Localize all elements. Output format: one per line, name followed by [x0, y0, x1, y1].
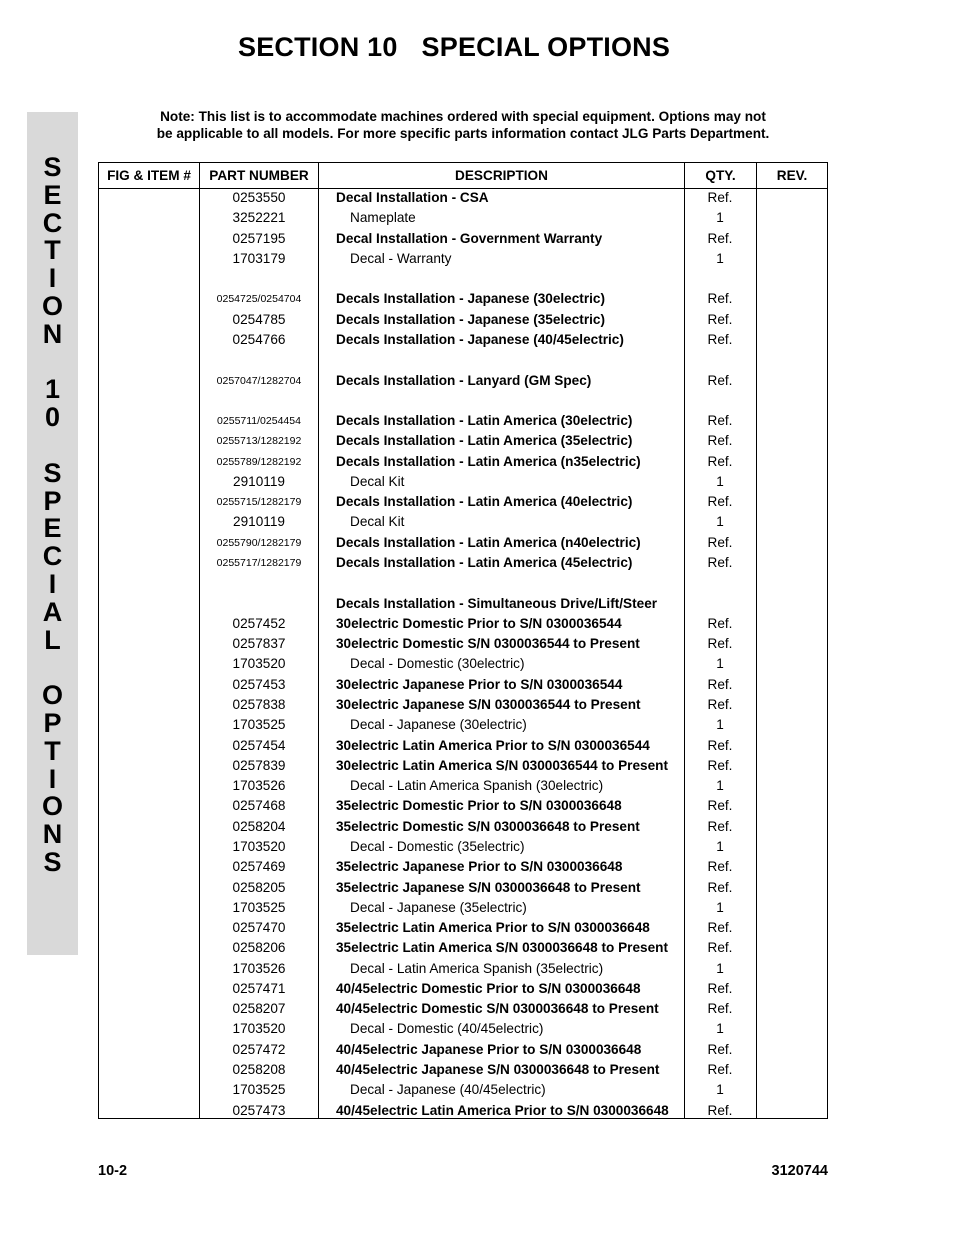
description-cell: 30electric Latin America S/N 0300036544 to Present: [336, 757, 668, 773]
table-row: [99, 330, 827, 350]
description-cell: Decal Kit: [350, 514, 405, 530]
qty-cell: Ref.: [707, 372, 733, 388]
qty-cell: Ref.: [707, 757, 733, 773]
table-row: [99, 1060, 827, 1080]
qty-cell: Ref.: [707, 494, 733, 510]
qty-cell: Ref.: [707, 291, 733, 307]
qty-cell: Ref.: [707, 311, 733, 327]
part-number-cell: 0254725/0254704: [216, 293, 302, 306]
sidebar-letter: I: [48, 263, 57, 294]
qty-cell: 1: [716, 1021, 724, 1037]
sidebar-letter: I: [48, 568, 57, 599]
description-cell: 30electric Latin America Prior to S/N 0300036544: [336, 737, 650, 753]
sidebar-letter: L: [44, 624, 61, 655]
qty-cell: 1: [716, 899, 724, 915]
table-row: [99, 492, 827, 512]
part-number-cell: 1703525: [232, 1082, 286, 1098]
table-row: [99, 776, 827, 796]
qty-cell: Ref.: [707, 676, 733, 692]
part-number-cell: 1703520: [232, 838, 286, 854]
qty-cell: 1: [716, 473, 724, 489]
sidebar-letter: T: [44, 735, 61, 766]
description-cell: Decals Installation - Japanese (30electric): [336, 291, 605, 307]
sidebar-letter: S: [43, 846, 62, 877]
section-name: SPECIAL OPTIONS: [421, 32, 671, 62]
description-cell: 35electric Latin America S/N 0300036648 to Present: [336, 940, 668, 956]
part-number-cell: 0257838: [232, 697, 286, 712]
part-number-cell: 0257195: [232, 230, 286, 246]
sidebar-letter: T: [44, 235, 61, 266]
page-number: 10-2: [98, 1163, 128, 1179]
description-cell: Nameplate: [350, 210, 416, 226]
description-cell: Decals Installation - Japanese (35electric): [336, 311, 605, 327]
sidebar-letter: S: [43, 457, 62, 488]
qty-cell: Ref.: [707, 1062, 733, 1078]
qty-cell: Ref.: [707, 1102, 733, 1118]
part-number-cell: 0257454: [232, 737, 286, 753]
part-number-cell: 0257453: [232, 676, 286, 692]
description-cell: Decal - Warranty: [350, 250, 452, 266]
table-row: [99, 614, 827, 634]
table-row: [99, 553, 827, 573]
part-number-cell: 0257452: [232, 615, 286, 631]
sidebar-letter: E: [43, 513, 62, 544]
description-cell: 30electric Domestic Prior to S/N 0300036544: [336, 615, 622, 631]
section-sidebar-tab: [27, 112, 78, 955]
description-cell: 35electric Domestic Prior to S/N 0300036648: [336, 798, 622, 814]
table-row: [99, 979, 827, 999]
part-number-cell: 0257468: [232, 798, 286, 814]
table-row: [99, 756, 827, 776]
description-cell: Decal Installation - Government Warranty: [336, 230, 603, 246]
description-cell: Decals Installation - Latin America (40electric): [336, 494, 633, 510]
header-rev: REV.: [776, 168, 808, 183]
description-cell: Decal - Domestic (30electric): [350, 656, 525, 672]
table-row: [99, 208, 827, 228]
part-number-cell: 0255713/1282192: [216, 435, 302, 448]
table-row: [99, 452, 827, 472]
table-row: [99, 918, 827, 938]
table-row: [99, 472, 827, 492]
table-row: [99, 898, 827, 918]
qty-cell: Ref.: [707, 636, 733, 652]
description-cell: Decals Installation - Latin America (n40electric): [336, 534, 641, 550]
qty-cell: Ref.: [707, 331, 733, 347]
part-number-cell: 0257472: [232, 1041, 286, 1057]
qty-cell: 1: [716, 210, 724, 226]
description-cell: 30electric Japanese Prior to S/N 0300036544: [336, 676, 623, 692]
table-row: [99, 1101, 827, 1121]
description-cell: Decal - Domestic (40/45electric): [350, 1021, 544, 1037]
sidebar-letter: N: [42, 819, 63, 850]
qty-cell: Ref.: [707, 737, 733, 753]
part-number-cell: 0257839: [232, 757, 286, 773]
sidebar-letter: S: [43, 152, 62, 182]
sidebar-letter: O: [41, 791, 63, 822]
part-number-cell: 0257837: [232, 636, 286, 652]
part-number-cell: 0257047/1282704: [216, 374, 302, 387]
part-number-cell: 0258206: [232, 940, 286, 956]
description-cell: 40/45electric Domestic S/N 0300036648 to Present: [336, 1001, 659, 1017]
description-cell: 30electric Domestic S/N 0300036544 to Present: [336, 636, 640, 652]
qty-cell: 1: [716, 717, 724, 733]
description-cell: Decals Installation - Simultaneous Drive/Lift/Steer: [336, 595, 658, 611]
table-row: [99, 512, 827, 532]
description-cell: Decals Installation - Latin America (30electric): [336, 413, 633, 429]
sidebar-letter: O: [41, 290, 63, 321]
part-number-cell: 3252221: [232, 210, 286, 226]
qty-cell: Ref.: [707, 798, 733, 814]
table-row: [99, 1080, 827, 1100]
sidebar-letter: P: [43, 485, 62, 516]
description-cell: Decals Installation - Japanese (40/45electric): [336, 331, 624, 347]
part-number-cell: 0257471: [232, 980, 286, 996]
sidebar-letter: C: [42, 541, 63, 572]
note-line-1: Note: This list is to accommodate machines ordered with special equipment. Options may not: [160, 109, 766, 124]
part-number-cell: 0255717/1282179: [216, 557, 302, 570]
part-number-cell: 2910119: [233, 473, 285, 489]
part-number-cell: 0255715/1282179: [216, 496, 302, 509]
sidebar-letter: I: [48, 763, 57, 794]
part-number-cell: 1703179: [232, 250, 286, 266]
table-row: [99, 289, 827, 309]
table-row: [99, 533, 827, 553]
part-number-cell: 2910119: [233, 514, 285, 530]
special-equipment-note: [98, 108, 828, 142]
qty-cell: Ref.: [707, 190, 733, 205]
table-row: [99, 736, 827, 756]
part-number-cell: 0255711/0254454: [217, 415, 301, 428]
part-number-cell: 0258207: [232, 1001, 286, 1017]
description-cell: Decals Installation - Latin America (35electric): [336, 433, 633, 449]
description-cell: 40/45electric Japanese S/N 0300036648 to Present: [336, 1062, 660, 1078]
sidebar-letter: O: [41, 680, 63, 711]
part-number-cell: 0257473: [232, 1102, 286, 1118]
description-cell: Decals Installation - Lanyard (GM Spec): [336, 372, 592, 388]
part-number-cell: 0253550: [232, 190, 286, 205]
qty-cell: 1: [716, 838, 724, 854]
header-fig-item: FIG & ITEM #: [107, 168, 191, 183]
description-cell: 30electric Japanese S/N 0300036544 to Present: [336, 697, 641, 712]
table-row: [99, 411, 827, 431]
table-row: [99, 959, 827, 979]
table-row: [99, 695, 827, 715]
description-cell: Decal - Domestic (35electric): [350, 838, 525, 854]
sidebar-letter: E: [43, 179, 62, 210]
qty-cell: Ref.: [707, 818, 733, 834]
description-cell: 40/45electric Latin America Prior to S/N 0300036648: [336, 1102, 669, 1118]
page-title: [238, 32, 670, 63]
table-row: [99, 857, 827, 877]
qty-cell: Ref.: [707, 697, 733, 712]
table-row: [99, 837, 827, 857]
qty-cell: Ref.: [707, 920, 733, 936]
table-row: [99, 431, 827, 451]
table-row: [99, 269, 827, 289]
part-number-cell: 0254766: [232, 331, 286, 347]
description-cell: Decal - Japanese (35electric): [350, 899, 527, 915]
description-cell: Decals Installation - Latin America (n35electric): [336, 453, 641, 469]
part-number-cell: 1703520: [232, 656, 286, 672]
description-cell: 35electric Latin America Prior to S/N 0300036648: [336, 920, 650, 936]
part-number-cell: 0258204: [232, 818, 286, 834]
sidebar-letter: A: [42, 596, 63, 627]
table-row: [99, 249, 827, 269]
part-number-cell: 1703526: [232, 778, 286, 794]
part-number-cell: 0255790/1282179: [216, 536, 302, 549]
table-row: [99, 654, 827, 674]
table-row: [99, 229, 827, 249]
table-row: [99, 310, 827, 330]
qty-cell: Ref.: [707, 230, 733, 246]
part-number-cell: 0258208: [232, 1062, 286, 1078]
qty-cell: Ref.: [707, 879, 733, 895]
description-cell: Decal - Latin America Spanish (35electric): [350, 960, 604, 976]
qty-cell: 1: [716, 1082, 724, 1098]
part-number-cell: 0254785: [232, 311, 286, 327]
qty-cell: Ref.: [707, 940, 733, 956]
qty-cell: 1: [716, 514, 724, 530]
header-qty: QTY.: [705, 168, 736, 183]
sidebar-letter: [27, 432, 78, 460]
description-cell: 35electric Japanese S/N 0300036648 to Present: [336, 879, 641, 895]
table-row: [99, 715, 827, 735]
part-number-cell: 0257469: [232, 859, 286, 875]
table-row: [99, 594, 827, 614]
part-number-cell: 0258205: [232, 879, 286, 895]
table-row: [99, 188, 827, 208]
table-row: [99, 634, 827, 654]
table-row: [99, 999, 827, 1019]
parts-table: [98, 162, 828, 1119]
table-row: [99, 938, 827, 958]
qty-cell: Ref.: [707, 534, 733, 550]
description-cell: 40/45electric Domestic Prior to S/N 0300036648: [336, 980, 641, 996]
sidebar-letter: N: [42, 318, 63, 349]
qty-cell: 1: [716, 778, 724, 794]
table-row: [99, 878, 827, 898]
description-cell: Decals Installation - Latin America (45electric): [336, 555, 633, 571]
description-cell: Decal - Japanese (30electric): [350, 717, 527, 733]
qty-cell: Ref.: [707, 980, 733, 996]
document-number: 3120744: [771, 1163, 828, 1179]
part-number-cell: 0255789/1282192: [216, 455, 302, 468]
qty-cell: 1: [716, 960, 724, 976]
sidebar-letter: P: [43, 707, 62, 738]
description-cell: 35electric Japanese Prior to S/N 0300036648: [336, 859, 623, 875]
qty-cell: Ref.: [707, 1041, 733, 1057]
part-number-cell: 1703520: [232, 1021, 286, 1037]
qty-cell: Ref.: [707, 859, 733, 875]
qty-cell: Ref.: [707, 453, 733, 469]
qty-cell: Ref.: [707, 615, 733, 631]
table-row: [99, 391, 827, 411]
description-cell: Decal Installation - CSA: [336, 190, 489, 205]
table-row: [99, 1040, 827, 1060]
qty-cell: Ref.: [707, 555, 733, 571]
table-row: [99, 371, 827, 391]
sidebar-letter: 1: [44, 374, 61, 405]
sidebar-letter: 0: [44, 402, 61, 433]
qty-cell: Ref.: [707, 413, 733, 429]
table-row: [99, 1019, 827, 1039]
qty-cell: 1: [716, 656, 724, 672]
sidebar-letters: [27, 154, 78, 877]
table-row: [99, 350, 827, 370]
description-cell: 40/45electric Japanese Prior to S/N 0300036648: [336, 1041, 642, 1057]
note-line-2: be applicable to all models. For more specific parts information contact JLG Parts Department.: [156, 126, 770, 141]
description-cell: 35electric Domestic S/N 0300036648 to Present: [336, 818, 640, 834]
header-description: DESCRIPTION: [455, 168, 548, 183]
part-number-cell: 1703525: [232, 899, 286, 915]
sidebar-letter: [27, 349, 78, 377]
table-row: [99, 573, 827, 593]
part-number-cell: 1703525: [232, 717, 286, 733]
qty-cell: Ref.: [707, 433, 733, 449]
table-row: [99, 796, 827, 816]
sidebar-letter: C: [42, 207, 63, 238]
qty-cell: Ref.: [707, 1001, 733, 1017]
description-cell: Decal Kit: [350, 473, 405, 489]
header-part-number: PART NUMBER: [209, 168, 309, 183]
section-number: SECTION 10: [238, 32, 398, 62]
description-cell: Decal - Latin America Spanish (30electric): [350, 778, 604, 794]
table-row: [99, 817, 827, 837]
part-number-cell: 0257470: [232, 920, 286, 936]
table-row: [99, 675, 827, 695]
part-number-cell: 1703526: [232, 960, 286, 976]
description-cell: Decal - Japanese (40/45electric): [350, 1082, 546, 1098]
qty-cell: 1: [716, 250, 724, 266]
sidebar-letter: [27, 654, 78, 682]
